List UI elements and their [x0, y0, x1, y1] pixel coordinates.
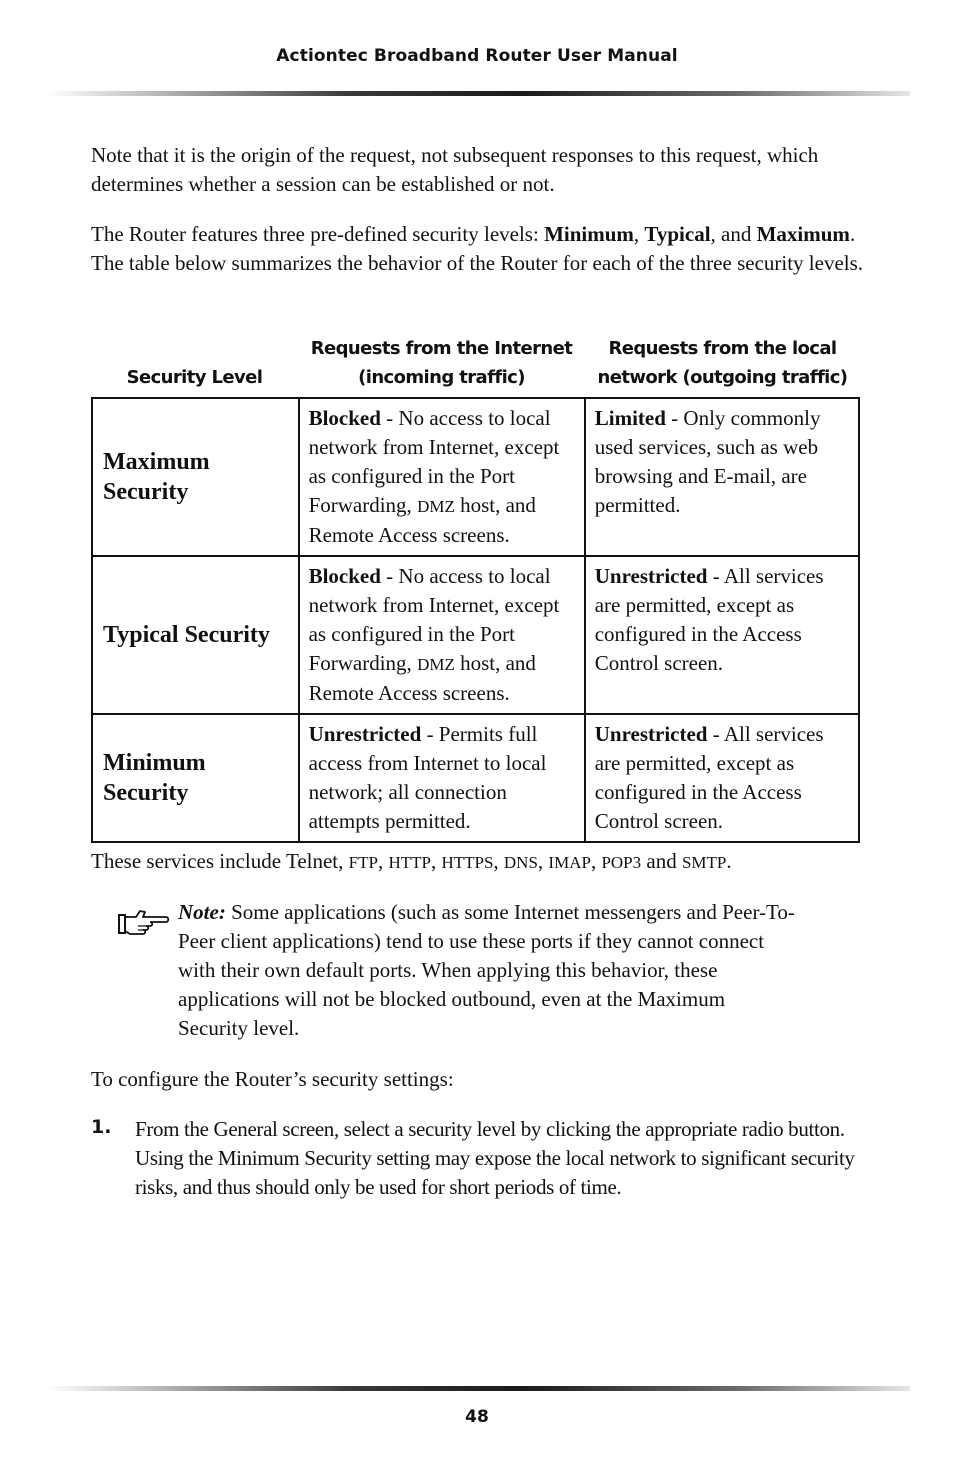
outgoing-status: Unrestricted	[594, 722, 708, 746]
table-row	[92, 714, 859, 842]
intro-paragraph-levels	[91, 220, 871, 278]
incoming-description: host, and Remote Access screens.	[308, 493, 536, 547]
security-level-cell: Maximum Security	[92, 398, 299, 556]
column-header-incoming: Requests from the Internet (incoming traffic)	[310, 338, 573, 388]
outgoing-description: - All services are permitted, except as configured in the Access Control screen.	[594, 722, 824, 833]
note-label: Note:	[178, 900, 226, 924]
incoming-description: host, and Remote Access screens.	[308, 651, 536, 705]
protocol-smtp: SMTP	[681, 853, 727, 872]
note-text	[178, 898, 798, 1043]
level-minimum: Minimum	[544, 222, 634, 246]
outgoing-cell	[585, 556, 859, 714]
level-typical: Typical	[644, 222, 711, 246]
incoming-dmz: DMZ	[417, 655, 455, 674]
protocol-ftp: FTP	[348, 853, 378, 872]
incoming-description: - No access to local network from Internet, except as configured in the Port Forwarding,	[308, 564, 560, 675]
services-comma: ,	[430, 849, 442, 873]
header-rule	[46, 91, 910, 96]
outgoing-cell	[585, 714, 859, 842]
column-header-security-level: Security Level	[126, 367, 263, 388]
security-level-cell: Minimum Security	[92, 714, 299, 842]
note-body: Some applications (such as some Internet messengers and Peer-To-Peer client applications) tend to use these ports if they cannot connect with their own default ports. When applying this behavior, these applications will not be blocked outbound, even at the Maximum Security level.	[178, 900, 795, 1040]
protocol-http: HTTP	[388, 853, 431, 872]
services-period: .	[726, 849, 732, 873]
page-number: 48	[465, 1407, 489, 1427]
outgoing-description: - Only commonly used services, such as web browsing and E-mail, are permitted.	[594, 406, 821, 517]
services-comma: ,	[537, 849, 549, 873]
protocol-imap: IMAP	[548, 853, 591, 872]
intro-separator: ,	[633, 222, 645, 246]
level-maximum: Maximum	[756, 222, 850, 246]
outgoing-status: Limited	[594, 406, 666, 430]
services-comma: ,	[590, 849, 602, 873]
security-levels-table	[91, 397, 860, 843]
services-text: These services include Telnet,	[91, 849, 349, 873]
intro-text: . The table below summarizes the behavior of the Router for each of the three security levels.	[91, 222, 864, 275]
pointing-hand-icon	[116, 906, 170, 938]
incoming-status: Blocked	[308, 406, 381, 430]
page-header-title: Actiontec Broadband Router User Manual	[276, 46, 678, 66]
step-text: From the General screen, select a security level by clicking the appropriate radio button. Using the Minimum Security setting may expose the local network to significant security risks, and thus should only be used for short periods of time.	[135, 1117, 855, 1199]
security-table-header	[91, 338, 860, 396]
intro-separator: , and	[710, 222, 757, 246]
table-row	[92, 398, 859, 556]
incoming-description: - Permits full access from Internet to local network; all connection attempts permitted.	[308, 722, 547, 833]
step-number: 1.	[91, 1116, 112, 1138]
intro-text: The Router features three pre-defined security levels:	[91, 222, 545, 246]
protocol-pop3: POP3	[601, 853, 642, 872]
services-comma: ,	[377, 849, 389, 873]
outgoing-status: Unrestricted	[594, 564, 708, 588]
protocol-https: HTTPS	[441, 853, 494, 872]
outgoing-description: - All services are permitted, except as configured in the Access Control screen.	[594, 564, 824, 675]
services-and: and	[641, 849, 682, 873]
footer-rule	[46, 1386, 910, 1391]
table-row	[92, 556, 859, 714]
configure-intro: To configure the Router’s security settings:	[91, 1067, 454, 1091]
incoming-cell	[299, 556, 585, 714]
column-header-outgoing: Requests from the local network (outgoing traffic)	[597, 338, 848, 388]
incoming-status: Unrestricted	[308, 722, 422, 746]
incoming-cell	[299, 398, 585, 556]
services-comma: ,	[493, 849, 504, 873]
intro-paragraph-origin: Note that it is the origin of the request, not subsequent responses to this request, which determines whether a session can be established or not.	[91, 143, 819, 196]
incoming-status: Blocked	[308, 564, 381, 588]
security-level-cell: Typical Security	[92, 556, 299, 714]
incoming-description: - No access to local network from Internet, except as configured in the Port Forwarding,	[308, 406, 560, 517]
incoming-cell	[299, 714, 585, 842]
outgoing-cell	[585, 398, 859, 556]
incoming-dmz: DMZ	[417, 497, 455, 516]
protocol-dns: DNS	[503, 853, 538, 872]
services-paragraph	[91, 847, 871, 877]
